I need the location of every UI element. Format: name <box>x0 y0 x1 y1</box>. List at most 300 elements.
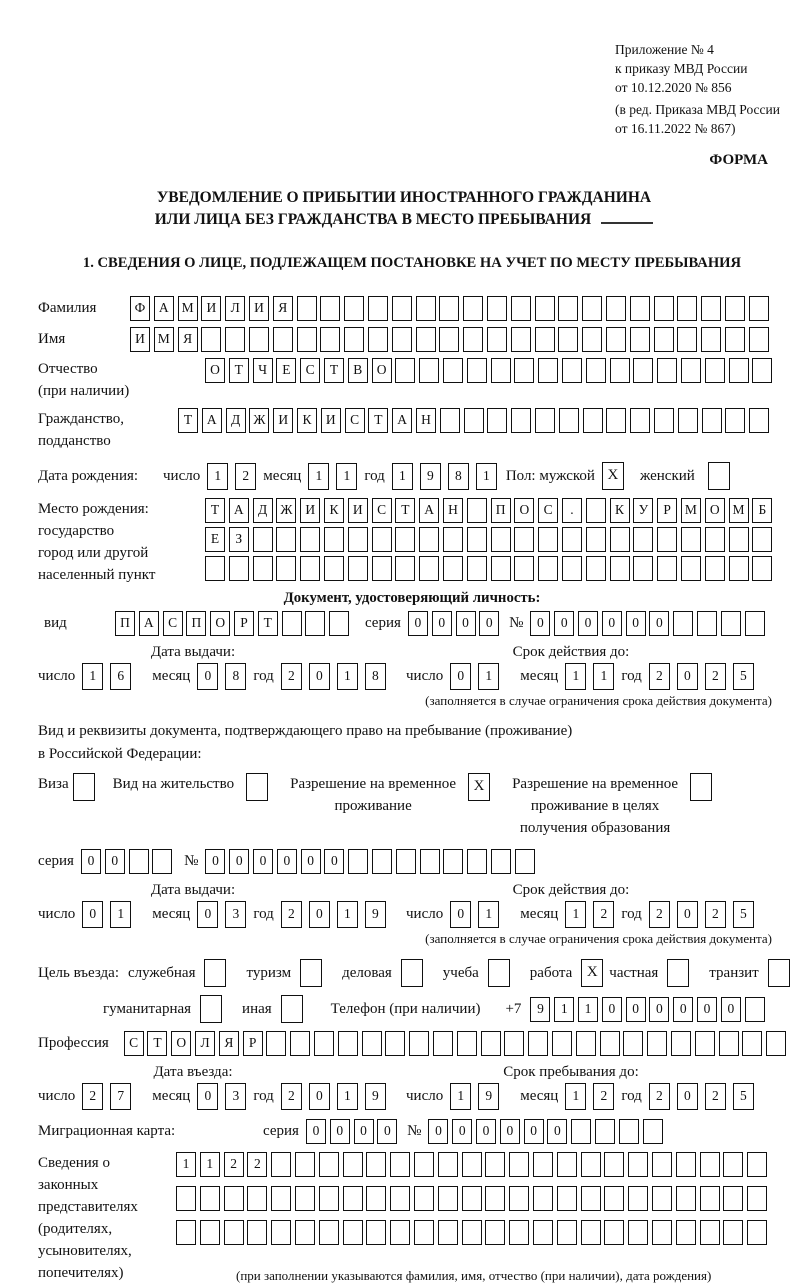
char-box <box>533 1152 553 1177</box>
char-box <box>467 556 487 581</box>
char-box <box>319 1152 339 1177</box>
day-label: число <box>406 668 444 684</box>
representatives-label-line: (родителях, <box>38 1221 113 1237</box>
char-box <box>485 1152 505 1177</box>
temp-residence-education-label-line: проживание в целях <box>530 798 660 814</box>
identity-kind-boxes <box>115 611 353 636</box>
char-box: 0 <box>452 1119 472 1144</box>
temp-residence-education-checkbox <box>690 773 712 801</box>
char-box <box>439 327 459 352</box>
char-box <box>366 1152 386 1177</box>
char-box <box>343 1186 363 1211</box>
char-box <box>392 296 412 321</box>
sex-female-checkbox <box>708 462 730 490</box>
residence-options-row <box>38 773 790 839</box>
char-box <box>247 1186 267 1211</box>
purpose-study-checkbox <box>488 959 510 987</box>
char-box <box>630 408 650 433</box>
char-box: Р <box>243 1031 263 1056</box>
char-box: 1 <box>337 901 358 928</box>
char-box <box>647 1031 667 1056</box>
char-box: С <box>372 498 392 523</box>
char-box: 0 <box>677 663 698 690</box>
year-label: год <box>253 906 274 922</box>
residence-series-row <box>38 849 790 874</box>
purpose-tourism-checkbox <box>300 959 322 987</box>
char-box <box>443 849 463 874</box>
appendix-line: Приложение № 4 <box>615 42 714 57</box>
birth-place-label <box>38 498 205 586</box>
char-box <box>576 1031 596 1056</box>
char-box: 0 <box>626 611 646 636</box>
year-label: год <box>621 906 642 922</box>
char-box <box>419 527 439 552</box>
identity-issue-year <box>281 663 393 690</box>
char-box <box>487 296 507 321</box>
purpose-official-checkbox <box>204 959 226 987</box>
char-box <box>420 849 440 874</box>
char-box: Т <box>229 358 249 383</box>
char-box <box>443 527 463 552</box>
char-box <box>224 1186 244 1211</box>
char-box: 2 <box>281 663 302 690</box>
identity-doc-kind-row <box>38 611 790 636</box>
surname-boxes <box>130 296 773 321</box>
identity-kind-label: вид <box>44 615 67 631</box>
series-label: серия <box>364 615 401 631</box>
sex-male-label: Пол: мужской <box>505 467 595 484</box>
char-box <box>467 849 487 874</box>
char-box <box>558 327 578 352</box>
char-box <box>300 527 320 552</box>
purpose-other-checkbox <box>281 995 303 1023</box>
char-box: А <box>419 498 439 523</box>
char-box <box>297 296 317 321</box>
char-box <box>440 408 460 433</box>
char-box <box>366 1186 386 1211</box>
char-box: Л <box>195 1031 215 1056</box>
char-box: 0 <box>253 849 273 874</box>
char-box <box>247 1220 267 1245</box>
char-box <box>271 1152 291 1177</box>
char-box <box>200 1186 220 1211</box>
char-box <box>225 327 245 352</box>
char-box <box>344 327 364 352</box>
char-box <box>633 556 653 581</box>
char-box <box>677 296 697 321</box>
phone-prefix: +7 <box>505 1000 522 1017</box>
char-box: Ж <box>249 408 269 433</box>
char-box <box>390 1152 410 1177</box>
birth-place-label-line: Место рождения: <box>38 501 149 517</box>
char-box <box>630 327 650 352</box>
purpose-private-label: частная <box>609 964 659 981</box>
char-box <box>610 556 630 581</box>
residence-series-boxes <box>81 849 176 874</box>
surname-label: Фамилия <box>38 300 97 316</box>
appendix-line: к приказу МВД России <box>615 61 748 76</box>
char-box <box>295 1152 315 1177</box>
char-box <box>419 358 439 383</box>
char-box: И <box>273 408 293 433</box>
char-box <box>697 611 717 636</box>
char-box: 0 <box>306 1119 326 1144</box>
char-box <box>129 849 149 874</box>
option-residence-permit <box>113 773 268 801</box>
stay-until-title: Срок пребывания до: <box>503 1064 639 1080</box>
purpose-official-label: служебная <box>127 964 196 981</box>
stay-month <box>565 1083 621 1110</box>
char-box: 0 <box>500 1119 520 1144</box>
char-box <box>538 527 558 552</box>
char-box: А <box>154 296 174 321</box>
char-box <box>416 327 436 352</box>
char-box <box>176 1186 196 1211</box>
identity-issue-month <box>197 663 253 690</box>
entry-date-row <box>38 1083 406 1110</box>
entry-stay-dates <box>38 1064 790 1110</box>
char-box: Т <box>258 611 278 636</box>
char-box: 0 <box>649 611 669 636</box>
char-box: 0 <box>578 611 598 636</box>
identity-issue-day <box>82 663 138 690</box>
char-box: 1 <box>336 463 357 490</box>
char-box <box>619 1119 639 1144</box>
month-label: месяц <box>152 668 191 684</box>
char-box: А <box>392 408 412 433</box>
char-box <box>673 611 693 636</box>
char-box <box>562 556 582 581</box>
char-box <box>558 296 578 321</box>
char-box: 1 <box>207 463 228 490</box>
migration-card-row <box>38 1119 790 1144</box>
char-box: Р <box>234 611 254 636</box>
char-box <box>723 1186 743 1211</box>
char-box <box>491 527 511 552</box>
residence-doc-dates <box>38 882 790 928</box>
residence-issue-year <box>281 901 393 928</box>
char-box <box>290 1031 310 1056</box>
purpose-humanitarian-checkbox <box>200 995 222 1023</box>
entry-date-title: Дата въезда: <box>153 1064 233 1080</box>
char-box: 0 <box>530 611 550 636</box>
char-box <box>538 358 558 383</box>
char-box: А <box>229 498 249 523</box>
char-box <box>610 527 630 552</box>
char-box: 0 <box>197 663 218 690</box>
char-box <box>515 849 535 874</box>
day-label: число <box>38 668 76 684</box>
char-box: 0 <box>554 611 574 636</box>
char-box <box>606 327 626 352</box>
birth-year-boxes <box>392 463 504 490</box>
char-box <box>463 327 483 352</box>
char-box <box>681 527 701 552</box>
issue-date-title: Дата выдачи: <box>150 644 236 660</box>
stay-day <box>450 1083 506 1110</box>
char-box <box>725 408 745 433</box>
name-row <box>38 327 790 352</box>
char-box <box>723 1152 743 1177</box>
char-box <box>606 296 626 321</box>
char-box <box>643 1119 663 1144</box>
temp-residence-label <box>290 773 456 817</box>
char-box <box>747 1186 767 1211</box>
birth-place-row <box>38 498 790 586</box>
birth-place-label-line: город или другой <box>38 545 149 561</box>
char-box: 8 <box>448 463 469 490</box>
char-box <box>678 408 698 433</box>
char-box: В <box>348 358 368 383</box>
char-box <box>152 849 172 874</box>
char-box <box>201 327 221 352</box>
char-box: 1 <box>578 997 598 1022</box>
char-box: 0 <box>229 849 249 874</box>
char-box: Я <box>273 296 293 321</box>
birth-date-label: Дата рождения: <box>38 467 139 484</box>
name-boxes <box>130 327 773 352</box>
char-box: И <box>201 296 221 321</box>
char-box: 0 <box>721 997 741 1022</box>
char-box: 0 <box>81 849 101 874</box>
char-box: И <box>321 408 341 433</box>
char-box <box>511 327 531 352</box>
char-box <box>338 1031 358 1056</box>
title-blank-line <box>601 210 653 224</box>
char-box: С <box>163 611 183 636</box>
birth-place-row1-boxes <box>205 498 776 523</box>
char-box: М <box>729 498 749 523</box>
char-box: 1 <box>392 463 413 490</box>
year-label: год <box>621 668 642 684</box>
char-box: 1 <box>478 901 499 928</box>
char-box <box>481 1031 501 1056</box>
section1-heading: 1. СВЕДЕНИЯ О ЛИЦЕ, ПОДЛЕЖАЩЕМ ПОСТАНОВКЕ НА УЧЕТ ПО МЕСТУ ПРЕБЫВАНИЯ <box>82 255 742 271</box>
char-box: 1 <box>110 901 131 928</box>
char-box: О <box>171 1031 191 1056</box>
char-box <box>320 296 340 321</box>
char-box: 0 <box>105 849 125 874</box>
char-box <box>414 1186 434 1211</box>
char-box <box>392 327 412 352</box>
char-box: Н <box>416 408 436 433</box>
char-box <box>372 849 392 874</box>
revision-line: (в ред. Приказа МВД России <box>615 102 780 117</box>
char-box <box>628 1152 648 1177</box>
char-box <box>462 1152 482 1177</box>
representatives-row2-boxes <box>176 1186 771 1211</box>
char-box <box>276 527 296 552</box>
char-box: 1 <box>565 1083 586 1110</box>
residence-valid-col <box>406 882 790 928</box>
residence-issue-col <box>38 882 406 928</box>
day-label: число <box>38 1088 76 1104</box>
char-box <box>701 296 721 321</box>
identity-valid-col <box>406 644 790 690</box>
char-box <box>253 556 273 581</box>
char-box <box>385 1031 405 1056</box>
char-box: Н <box>443 498 463 523</box>
char-box <box>249 327 269 352</box>
char-box: П <box>115 611 135 636</box>
char-box: 2 <box>649 663 670 690</box>
char-box <box>443 358 463 383</box>
char-box <box>766 1031 786 1056</box>
purpose-row2 <box>103 995 790 1023</box>
number-label: № <box>509 615 524 631</box>
identity-valid-day <box>450 663 506 690</box>
char-box <box>676 1220 696 1245</box>
char-box <box>681 556 701 581</box>
char-box: О <box>210 611 230 636</box>
char-box <box>705 358 725 383</box>
appendix-header <box>615 40 790 138</box>
char-box: 8 <box>365 663 386 690</box>
purpose-private-checkbox <box>667 959 689 987</box>
char-box: 5 <box>733 1083 754 1110</box>
birth-place-label-line: государство <box>38 523 115 539</box>
revision-line: от 16.11.2022 № 867) <box>615 121 736 136</box>
char-box <box>348 849 368 874</box>
char-box <box>366 1220 386 1245</box>
char-box: Т <box>205 498 225 523</box>
char-box <box>729 527 749 552</box>
char-box: 0 <box>677 1083 698 1110</box>
char-box: 0 <box>277 849 297 874</box>
char-box: 5 <box>733 663 754 690</box>
birth-day-boxes <box>207 463 263 490</box>
title-line2 <box>38 209 770 231</box>
char-box: Р <box>657 498 677 523</box>
char-box: 1 <box>554 997 574 1022</box>
char-box: О <box>205 358 225 383</box>
char-box <box>604 1220 624 1245</box>
char-box: 7 <box>110 1083 131 1110</box>
profession-row <box>38 1031 790 1056</box>
month-label: месяц <box>152 906 191 922</box>
char-box: 1 <box>200 1152 220 1177</box>
char-box <box>438 1152 458 1177</box>
purpose-row1 <box>38 959 790 987</box>
char-box <box>700 1186 720 1211</box>
char-box <box>700 1152 720 1177</box>
char-box <box>705 527 725 552</box>
char-box: 0 <box>626 997 646 1022</box>
char-box: С <box>538 498 558 523</box>
char-box <box>652 1186 672 1211</box>
day-label: число <box>163 467 201 484</box>
char-box: И <box>300 498 320 523</box>
month-label: месяц <box>520 1088 559 1104</box>
char-box: С <box>300 358 320 383</box>
char-box <box>745 611 765 636</box>
char-box: 0 <box>432 611 452 636</box>
char-box: 1 <box>337 1083 358 1110</box>
phone-label: Телефон (при наличии) <box>330 1000 481 1017</box>
citizenship-label <box>38 408 178 452</box>
validity-note: (заполняется в случае ограничения срока действия документа) <box>425 931 772 946</box>
migration-card-label: Миграционная карта: <box>38 1123 176 1139</box>
char-box <box>606 408 626 433</box>
char-box <box>604 1152 624 1177</box>
char-box <box>504 1031 524 1056</box>
char-box: 0 <box>524 1119 544 1144</box>
patronymic-label <box>38 358 205 402</box>
char-box <box>628 1186 648 1211</box>
char-box <box>657 527 677 552</box>
char-box <box>559 408 579 433</box>
char-box: 0 <box>479 611 499 636</box>
char-box <box>368 327 388 352</box>
char-box: Я <box>219 1031 239 1056</box>
char-box <box>224 1220 244 1245</box>
char-box <box>729 556 749 581</box>
birth-place-boxes <box>205 498 790 586</box>
char-box <box>654 327 674 352</box>
char-box: 0 <box>197 1083 218 1110</box>
char-box <box>581 1152 601 1177</box>
sex-female-label: женский <box>639 467 695 484</box>
char-box <box>752 358 772 383</box>
char-box: Т <box>368 408 388 433</box>
char-box: Т <box>324 358 344 383</box>
char-box <box>749 327 769 352</box>
char-box: 0 <box>456 611 476 636</box>
char-box <box>348 527 368 552</box>
entry-month <box>197 1083 253 1110</box>
char-box: О <box>514 498 534 523</box>
char-box: 1 <box>176 1152 196 1177</box>
char-box: 9 <box>530 997 550 1022</box>
char-box: 2 <box>247 1152 267 1177</box>
char-box <box>395 527 415 552</box>
char-box <box>705 556 725 581</box>
char-box: У <box>633 498 653 523</box>
char-box: Т <box>178 408 198 433</box>
char-box: 0 <box>377 1119 397 1144</box>
month-label: месяц <box>263 467 302 484</box>
purpose-humanitarian-label: гуманитарная <box>103 1000 192 1017</box>
char-box: 1 <box>476 463 497 490</box>
patronymic-boxes <box>205 358 776 383</box>
char-box: О <box>705 498 725 523</box>
profession-label: Профессия <box>38 1035 109 1051</box>
char-box <box>509 1220 529 1245</box>
char-box: 2 <box>705 1083 726 1110</box>
purpose-business-checkbox <box>401 959 423 987</box>
citizenship-row <box>38 408 790 452</box>
char-box <box>511 408 531 433</box>
char-box: Я <box>178 327 198 352</box>
title-line2-text: ИЛИ ЛИЦА БЕЗ ГРАЖДАНСТВА В МЕСТО ПРЕБЫВАНИЯ <box>154 211 592 228</box>
char-box <box>200 1220 220 1245</box>
option-temp-residence-education <box>512 773 712 839</box>
char-box <box>552 1031 572 1056</box>
char-box <box>273 327 293 352</box>
char-box <box>462 1220 482 1245</box>
char-box <box>657 556 677 581</box>
year-label: год <box>253 668 274 684</box>
char-box <box>271 1220 291 1245</box>
month-label: месяц <box>152 1088 191 1104</box>
temp-residence-label-line: Разрешение на временное <box>290 776 457 792</box>
char-box <box>610 358 630 383</box>
entry-year <box>281 1083 393 1110</box>
char-box: 0 <box>197 901 218 928</box>
residence-permit-checkbox <box>246 773 268 801</box>
patronymic-label-line2: (при наличии) <box>38 383 130 399</box>
char-box: 1 <box>308 463 329 490</box>
